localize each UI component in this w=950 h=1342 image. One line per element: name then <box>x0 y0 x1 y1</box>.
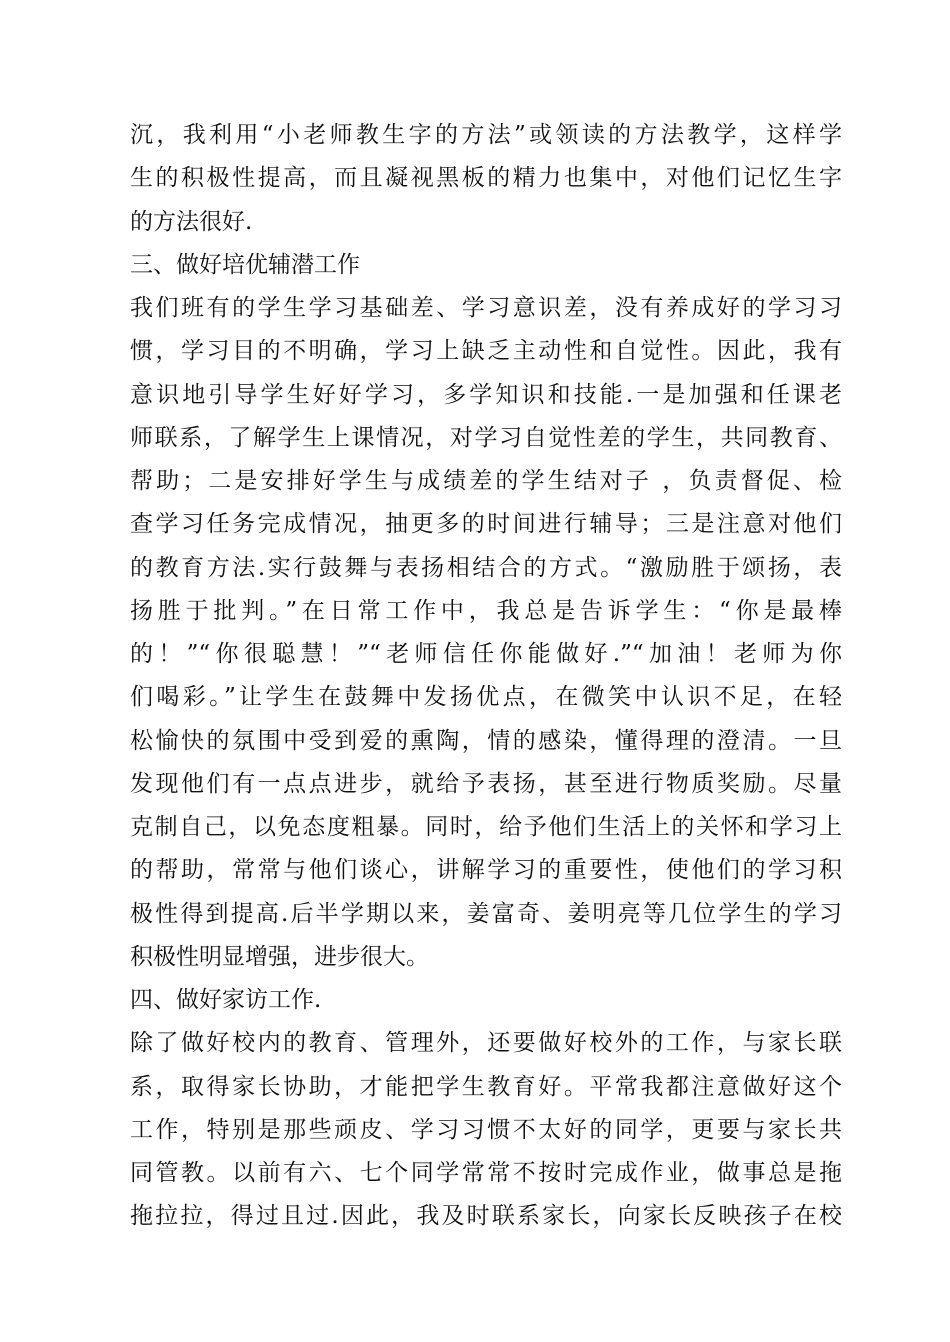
text-line: 三、做好培优辅潜工作 <box>130 251 360 278</box>
text-line: 除了做好校内的教育、管理外，还要做好校外的工作，与家长联 <box>130 1030 842 1057</box>
text-line: 同管教。以前有六、七个同学常常不按时完成作业，做事总是拖 <box>130 1160 842 1186</box>
text-line: 意识地引导学生好好学习，多学知识和技能.一是加强和任课老 <box>130 381 842 408</box>
text-line: 的方法很好. <box>130 208 253 235</box>
text-line: 我们班有的学生学习基础差、学习意识差，没有养成好的学习习 <box>130 295 842 321</box>
text-line: 扬胜于批判。”在日常工作中，我总是告诉学生：“你是最棒 <box>130 597 842 624</box>
text-line: 生的积极性提高，而且凝视黑板的精力也集中，对他们记忆生字 <box>130 165 842 192</box>
text-line: 极性得到提高.后半学期以来，姜富奇、姜明亮等几位学生的学习 <box>130 900 842 927</box>
text-line: 的帮助，常常与他们谈心，讲解学习的重要性，使他们的学习积 <box>130 857 842 884</box>
text-line: 帮助；二是安排好学生与成绩差的学生结对子 ，负责督促、检 <box>130 468 842 494</box>
text-line: 师联系，了解学生上课情况，对学习自觉性差的学生，共同教育、 <box>130 424 842 451</box>
text-line: 的教育方法.实行鼓舞与表扬相结合的方式。“激励胜于颂扬，表 <box>130 554 842 581</box>
text-line: 克制自己，以免态度粗暴。同时，给予他们生活上的关怀和学习上 <box>130 814 842 840</box>
text-line: 沉，我利用“小老师教生字的方法”或领读的方法教学，这样学 <box>130 122 842 148</box>
text-line: 工作，特别是那些顽皮、学习习惯不太好的同学，更要与家长共 <box>130 1116 842 1143</box>
document-body <box>130 114 842 1239</box>
text-line: 系，取得家长协助，才能把学生教育好。平常我都注意做好这个 <box>130 1073 842 1100</box>
text-line: 四、做好家访工作. <box>130 987 322 1013</box>
text-line: 惯，学习目的不明确，学习上缺乏主动性和自觉性。因此，我有 <box>130 338 842 365</box>
text-line: 们喝彩。”让学生在鼓舞中发扬优点，在微笑中认识不足，在轻 <box>130 684 842 711</box>
text-line: 积极性明显增强，进步很大。 <box>130 943 429 970</box>
text-line: 拖拉拉，得过且过.因此，我及时联系家长，向家长反映孩子在校 <box>130 1203 842 1230</box>
text-line: 查学习任务完成情况，抽更多的时间进行辅导；三是注意对他们 <box>130 511 842 538</box>
text-line: 的！”“你很聪慧！”“老师信任你能做好.”“加油！老师为你 <box>130 641 842 667</box>
text-line: 松愉快的氛围中受到爱的熏陶，情的感染，懂得理的澄清。一旦 <box>130 727 842 754</box>
text-line: 发现他们有一点点进步，就给予表扬，甚至进行物质奖励。尽量 <box>130 770 842 797</box>
